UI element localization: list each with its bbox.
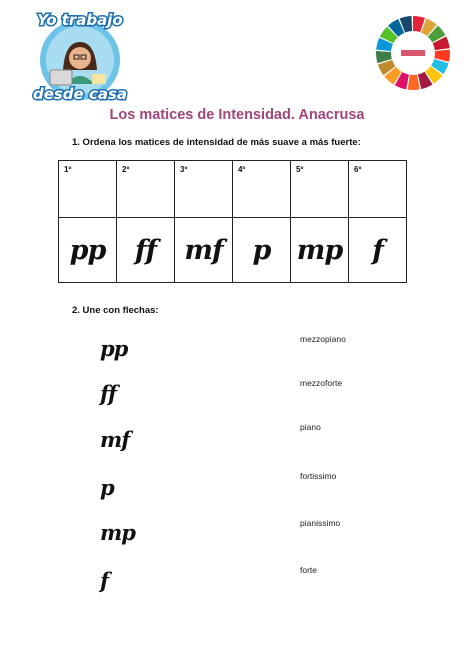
- dynamic-mark: mf: [184, 234, 223, 266]
- order-cell-header[interactable]: 6º: [349, 161, 407, 218]
- order-table: [58, 160, 407, 283]
- dynamic-mark: p: [252, 234, 271, 266]
- sdg-wheel-logo: [374, 14, 452, 92]
- order-cell-header[interactable]: 4º: [233, 161, 291, 218]
- match-left-mark[interactable]: mp: [100, 520, 135, 545]
- match-left-mark[interactable]: f: [100, 568, 109, 593]
- yo-trabajo-logo: [30, 8, 130, 104]
- question-2-text: 2. Une con flechas:: [72, 305, 159, 316]
- match-left-mark[interactable]: ff: [100, 381, 117, 406]
- match-left-mark[interactable]: p: [100, 475, 114, 500]
- order-cell-mark[interactable]: [349, 218, 407, 283]
- order-cell-mark[interactable]: [175, 218, 233, 283]
- order-table-header-row: [59, 161, 407, 218]
- dynamic-mark: pp: [69, 234, 106, 266]
- page-title: Los matices de Intensidad. Anacrusa: [109, 107, 365, 123]
- order-cell-mark[interactable]: [233, 218, 291, 283]
- match-right-word[interactable]: fortissimo: [300, 471, 337, 481]
- order-cell-mark[interactable]: [291, 218, 349, 283]
- order-table-marks-row: [59, 218, 407, 283]
- logo-text-top: Yo trabajo: [37, 11, 123, 29]
- match-right-word[interactable]: mezzoforte: [300, 378, 343, 388]
- sdg-wheel-segment: [408, 75, 420, 90]
- order-cell-mark[interactable]: [59, 218, 117, 283]
- match-left-mark[interactable]: pp: [100, 336, 128, 361]
- dynamic-mark: f: [372, 234, 383, 266]
- order-cell-mark[interactable]: [117, 218, 175, 283]
- order-cell-header[interactable]: 1º: [59, 161, 117, 218]
- match-right-word[interactable]: piano: [300, 422, 321, 432]
- match-right-word[interactable]: pianissimo: [300, 518, 341, 528]
- order-cell-header[interactable]: 3º: [175, 161, 233, 218]
- match-left-mark[interactable]: mf: [100, 427, 130, 452]
- logo-text-bottom: desde casa: [32, 85, 128, 103]
- question-1-text: 1. Ordena los matices de intensidad de más suave a más fuerte:: [72, 137, 361, 148]
- dynamic-mark: ff: [134, 234, 157, 266]
- match-right-word[interactable]: mezzopiano: [300, 334, 346, 344]
- order-cell-header[interactable]: 2º: [117, 161, 175, 218]
- match-right-word[interactable]: forte: [300, 565, 318, 575]
- order-cell-header[interactable]: 5º: [291, 161, 349, 218]
- dynamic-mark: mp: [296, 234, 343, 266]
